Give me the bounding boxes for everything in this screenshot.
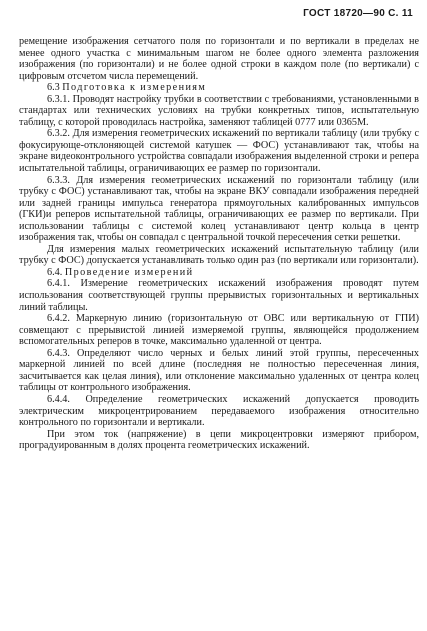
page-header: ГОСТ 18720—90 С. 11 [303, 8, 413, 19]
section-number: 6.4. [47, 266, 63, 278]
section-title: Подготовка к измерениям [62, 82, 207, 94]
paragraph-continuation: ремещение изображения сетчатого поля по горизонтали и по вертикали в пределах не менее одного участка с минимальным шагом не более одного элемента разложения изображения (по горизонтали) и не более одной строки в каждом поле (по вертикали) с цифровым отсчетом числа перемещений. [19, 36, 419, 82]
paragraph-6-4-3: 6.4.3. Определяют число черных и белых линий этой группы, пересеченных маркерной линией по всей длине (последняя не полностью пересеченная линия, засчитывается как целая линия), или отклонение максимально удаленных от центра колец таблицы от контрольного изображения. [19, 347, 419, 394]
paragraph-6-4-4: 6.4.4. Определение геометрических искажений допускается проводить электрическим микроцентрированием передаваемого изображения относительно контрольного по горизонтали и вертикали. [19, 393, 419, 429]
section-heading-6-4 [19, 267, 419, 279]
paragraph-6-4-4-note: При этом ток (напряжение) в цепи микроцентровки измеряют прибором, проградуированным в долях процента геометрических искажений. [19, 428, 419, 452]
paragraph-6-4-1: 6.4.1. Измерение геометрических искажений изображения проводят путем использования соответствующей группы прерывистых горизонтальных и вертикальных линий таблицы. [19, 278, 419, 313]
section-title: Проведение измерений [64, 266, 194, 278]
section-number: 6.3 [47, 82, 60, 94]
paragraph-6-3-3: 6.3.3. Для измерения геометрических искажений по горизонтали таблицу (или трубку с ФОС) устанавливают так, чтобы на экране ВКУ совпадали изображения передней или задней границы импульса генератора прямоугольных калиброванных импульсов (ГКИ)и реперов испытательной таблицы, ограничивающих ее размер по вертикали. При использовании таблицы с системой колец устанавливают центр кольца в центр изображения так, чтобы он совпадал с центральной точкой пересечения сетки решетки. [19, 174, 419, 244]
body-text [19, 36, 419, 452]
section-heading-6-3 [19, 82, 419, 94]
paragraph-6-3-2: 6.3.2. Для измерения геометрических искажений по вертикали таблицу (или трубку с фокусирующе-отклоняющей системой катушек — ФОС) устанавливают так, чтобы на экране видеоконтрольного устройства совпадали изображения выделенной строки и репера испытательной таблицы, ограничивающих ее размер по горизонтали. [19, 128, 419, 175]
paragraph-6-3-3-note: Для измерения малых геометрических искажений испытательную таблицу (или трубку с ФОС) допускается устанавливать только один раз (по вертикали или горизонтали). [19, 243, 419, 267]
paragraph-6-3-1: 6.3.1. Проводят настройку трубки в соответствии с требованиями, установленными в стандартах или технических условиях на трубки конкретных типов, испытательную таблицу, с которой проводилась настройка, заменяют таблицей 0777 или 0365М. [19, 93, 419, 128]
paragraph-6-4-2: 6.4.2. Маркерную линию (горизонтальную от ОВС или вертикальную от ГПИ) совмещают с прерывистой линией измеряемой группы, являющейся продолжением вспомогательных реперов в точке, максимально удаленной от центра. [19, 313, 419, 348]
